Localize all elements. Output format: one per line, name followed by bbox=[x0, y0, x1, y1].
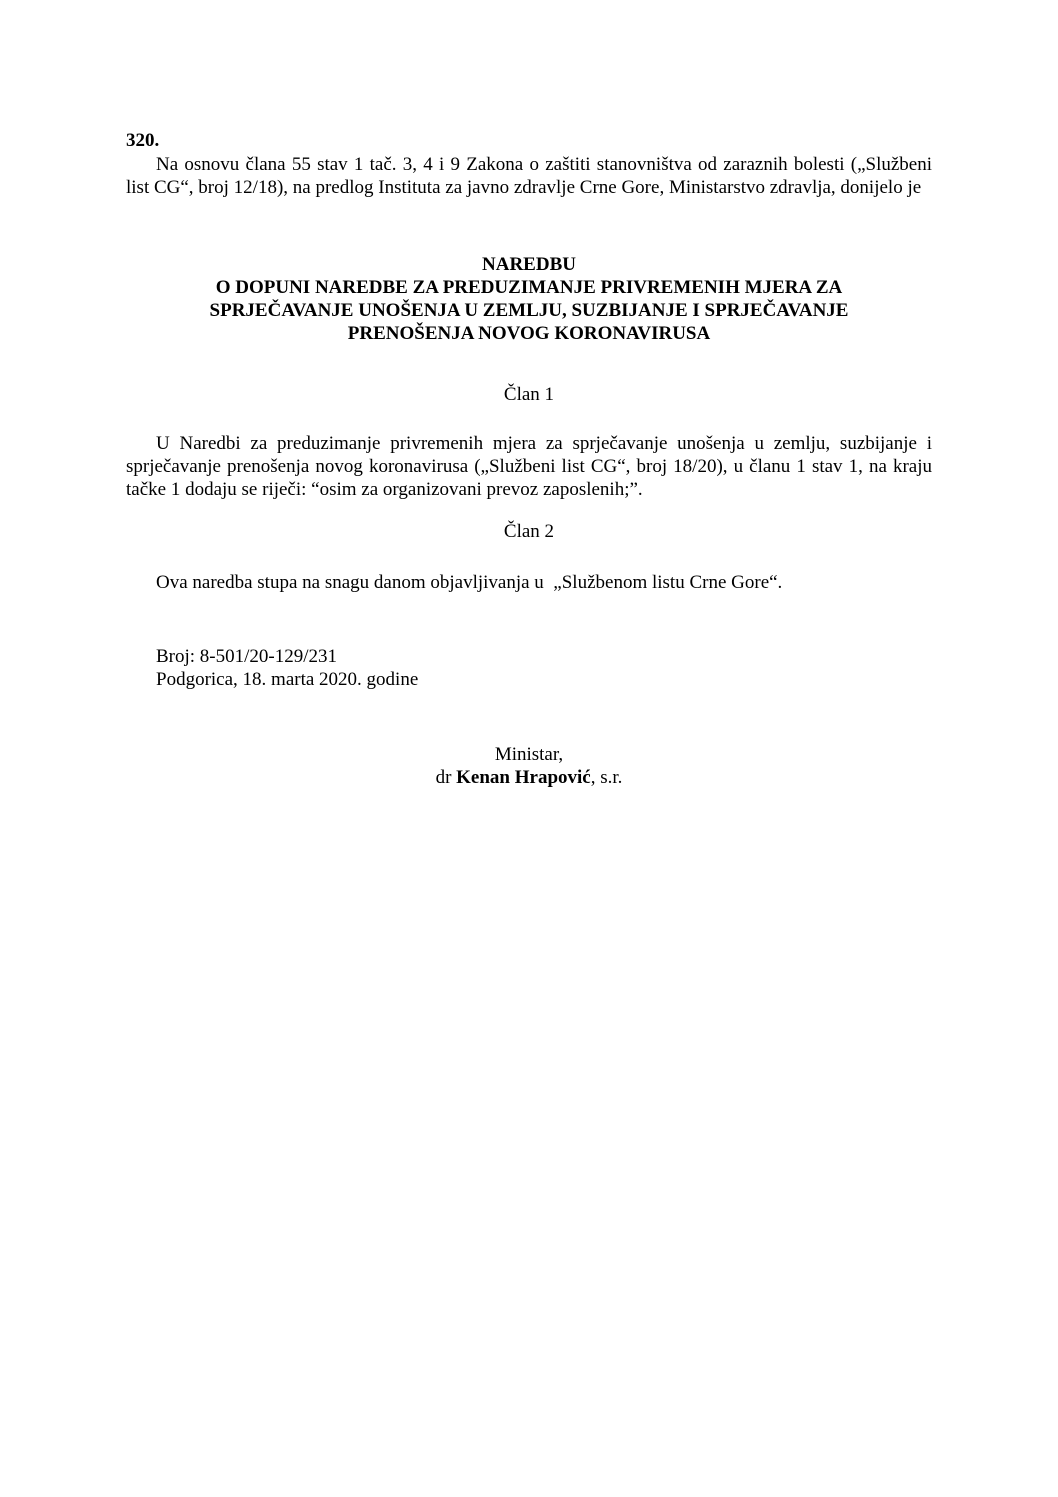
intro-paragraph: Na osnovu člana 55 stav 1 tač. 3, 4 i 9 Zakona o zaštiti stanovništva od zaraznih bolesti („Službeni list CG“, broj 12/18), na predlog Instituta za javno zdravlje Crne Gore, Ministarstvo zdravlja, donijelo je bbox=[126, 154, 932, 198]
article-2-heading: Član 2 bbox=[503, 521, 555, 542]
title-line: PRENOŠENJA NOVOG KORONAVIRUSA bbox=[347, 323, 711, 344]
document-title bbox=[126, 253, 932, 345]
title-line: NAREDBU bbox=[482, 254, 576, 275]
title-line: SPRJEČAVANJE UNOŠENJA U ZEMLJU, SUZBIJANJE I SPRJEČAVANJE bbox=[209, 300, 849, 321]
article-1-heading: Član 1 bbox=[503, 384, 555, 405]
article-2-text: Ova naredba stupa na snagu danom objavljivanja u „Službenom listu Crne Gore“. bbox=[156, 572, 783, 593]
place-date: Podgorica, 18. marta 2020. godine bbox=[156, 669, 419, 690]
signature-line bbox=[126, 766, 932, 789]
signature-suffix: , s.r. bbox=[590, 767, 623, 788]
reference-number: Broj: 8-501/20-129/231 bbox=[156, 646, 338, 667]
signature-prefix: dr bbox=[435, 767, 457, 788]
title-line: O DOPUNI NAREDBE ZA PREDUZIMANJE PRIVREMENIH MJERA ZA bbox=[215, 277, 843, 298]
signature-title: Ministar, bbox=[494, 744, 564, 765]
document-number: 320. bbox=[126, 130, 160, 151]
signature-name: Kenan Hrapović bbox=[456, 767, 591, 788]
article-1-text: U Naredbi za preduzimanje privremenih mjera za sprječavanje unošenja u zemlju, suzbijanje i sprječavanje prenošenja novog koronavirusa („Službeni list CG“, broj 18/20), u članu 1 stav 1, na kraju tačke 1 dodaju se riječi: “osim za organizovani prevoz zaposlenih;”. bbox=[126, 433, 932, 500]
